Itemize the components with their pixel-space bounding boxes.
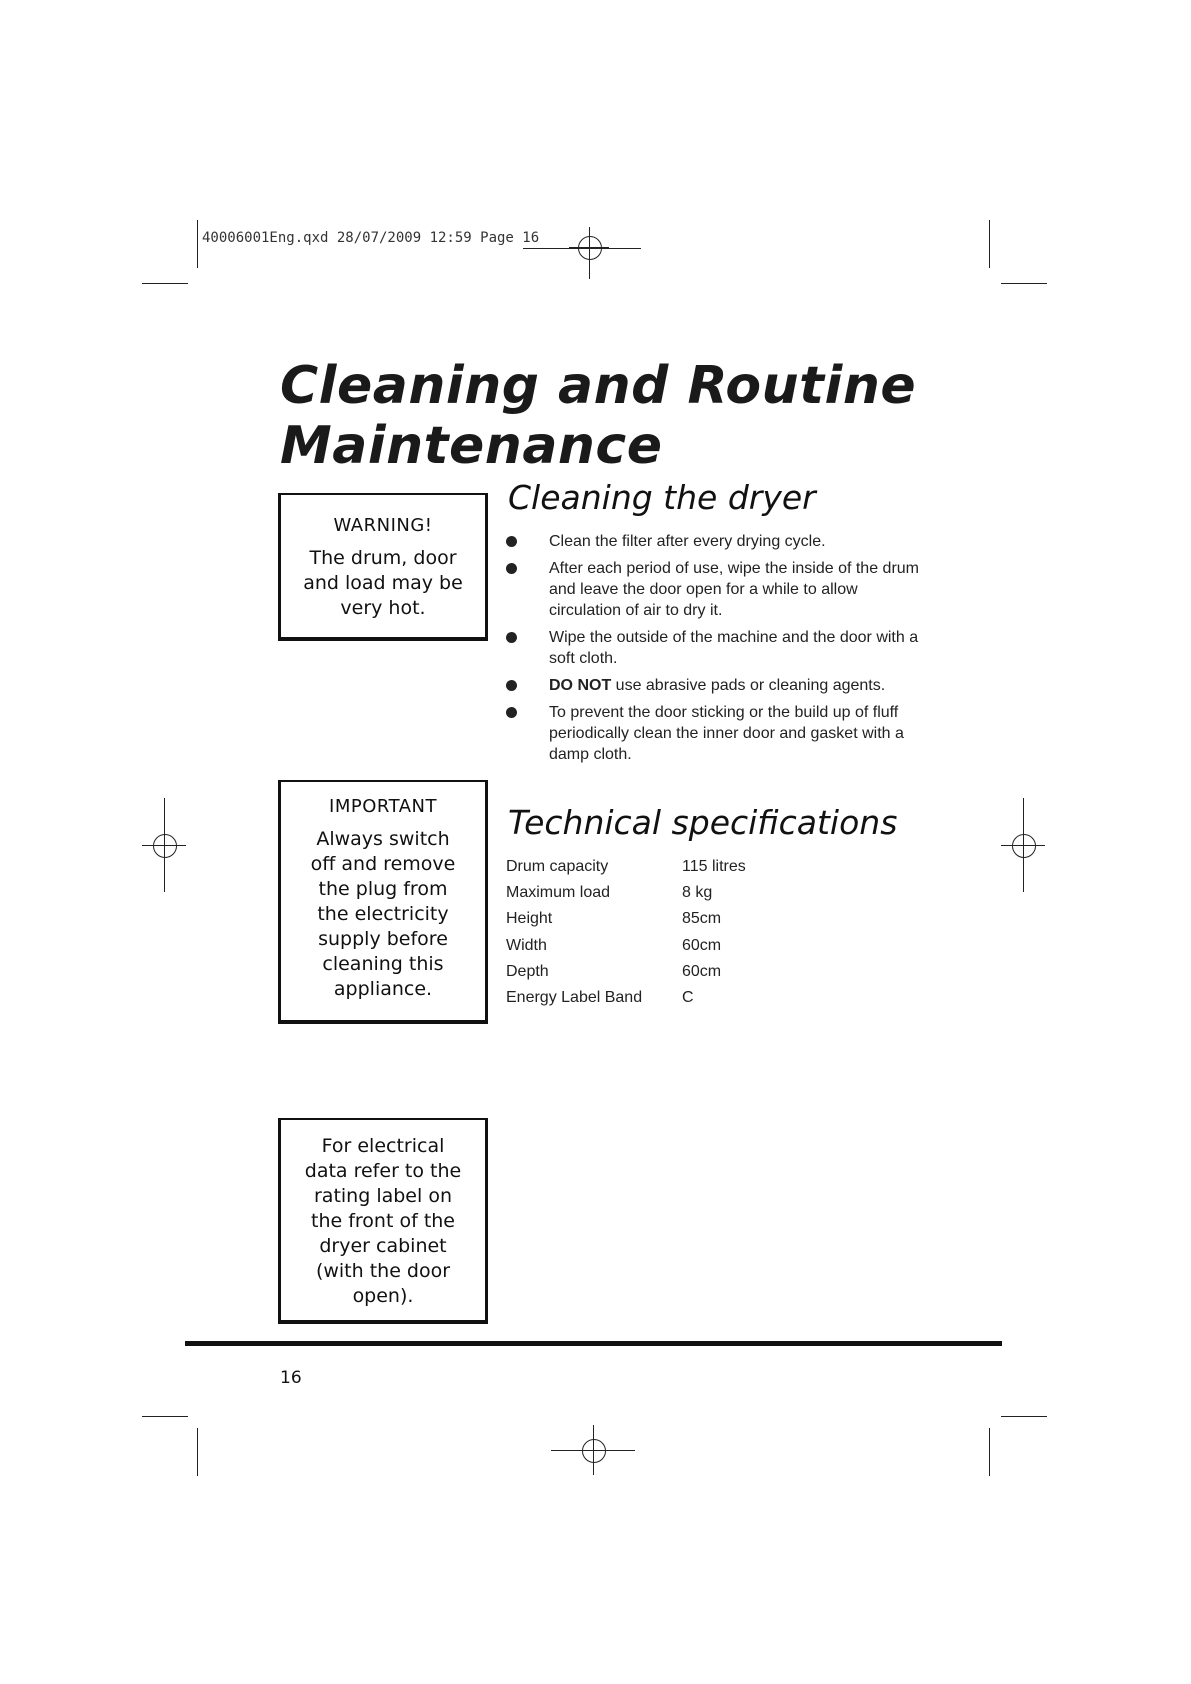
spec-value: 60cm xyxy=(682,962,722,980)
spec-label: Energy Label Band xyxy=(506,988,643,1006)
page-title xyxy=(280,356,916,476)
warning-heading: WARNING! xyxy=(333,515,433,536)
spec-label: Maximum load xyxy=(506,884,611,902)
print-slug: 40006001Eng.qxd 28/07/2009 12:59 Page 16 xyxy=(202,230,540,246)
bullet-icon xyxy=(506,632,517,643)
spec-label: Drum capacity xyxy=(506,858,609,875)
bullet-icon xyxy=(506,707,517,718)
list-item xyxy=(504,558,924,621)
list-item-text: use abrasive pads or cleaning agents. xyxy=(611,677,886,694)
important-text: Always switch off and remove the plug from the electricity supply before cleaning this appliance. xyxy=(310,828,456,1000)
table-row xyxy=(506,858,746,884)
cleaning-heading: Cleaning the dryer xyxy=(508,478,816,517)
crop-mark-bottom-left-horizontal xyxy=(142,1416,188,1417)
crop-mark-top-right-horizontal xyxy=(1001,283,1047,284)
list-item xyxy=(504,531,924,552)
spec-value: 60cm xyxy=(682,936,722,954)
table-row xyxy=(506,989,746,1015)
list-item-text: Wipe the outside of the machine and the door with a soft cloth. xyxy=(549,629,919,667)
electrical-data-box xyxy=(278,1118,488,1324)
spec-value: C xyxy=(682,988,694,1006)
technical-specifications-heading: Technical specifications xyxy=(508,803,898,842)
table-row xyxy=(506,937,746,963)
list-item-text: Clean the filter after every drying cycle. xyxy=(549,533,826,550)
spec-value: 115 litres xyxy=(682,858,746,875)
electrical-data-text: For electrical data refer to the rating label on the front of the dryer cabinet (with the door open). xyxy=(304,1135,462,1307)
warning-text: The drum, door and load may be very hot. xyxy=(303,547,463,619)
spec-value: 85cm xyxy=(682,910,722,928)
footer-rule xyxy=(185,1341,1002,1346)
spec-label: Width xyxy=(506,936,547,954)
list-item-text: After each period of use, wipe the inside of the drum and leave the door open for a while to allow circulation of air to dry it. xyxy=(549,560,919,619)
cleaning-list xyxy=(504,531,924,771)
table-row xyxy=(506,963,746,989)
bullet-icon xyxy=(506,563,517,574)
spec-label: Height xyxy=(506,910,553,928)
table-row xyxy=(506,910,746,936)
page-title-line-2: Maintenance xyxy=(280,416,663,476)
crop-mark-top-left-horizontal xyxy=(142,283,188,284)
specifications-table xyxy=(506,858,746,1015)
bullet-icon xyxy=(506,680,517,691)
crop-mark-bottom-right-vertical xyxy=(989,1428,990,1476)
page-number: 16 xyxy=(280,1368,302,1388)
spec-label: Depth xyxy=(506,962,549,980)
crop-mark-bottom-right-horizontal xyxy=(1001,1416,1047,1417)
list-item-text: To prevent the door sticking or the build up of fluff periodically clean the inner door and gasket with a damp cloth. xyxy=(549,704,904,763)
important-heading: IMPORTANT xyxy=(329,796,437,817)
bullet-icon xyxy=(506,536,517,547)
crop-mark-top-right-vertical xyxy=(989,220,990,268)
table-row xyxy=(506,884,746,910)
warning-box xyxy=(278,493,488,641)
list-item xyxy=(504,702,924,765)
crop-mark-bottom-left-vertical xyxy=(197,1428,198,1476)
list-item-emphasis: DO NOT xyxy=(549,677,612,694)
page-title-line-1: Cleaning and Routine xyxy=(280,356,917,416)
list-item xyxy=(504,627,924,669)
spec-value: 8 kg xyxy=(682,884,713,902)
crop-mark-top-left-vertical xyxy=(197,220,198,268)
list-item xyxy=(504,675,924,696)
important-box xyxy=(278,780,488,1024)
